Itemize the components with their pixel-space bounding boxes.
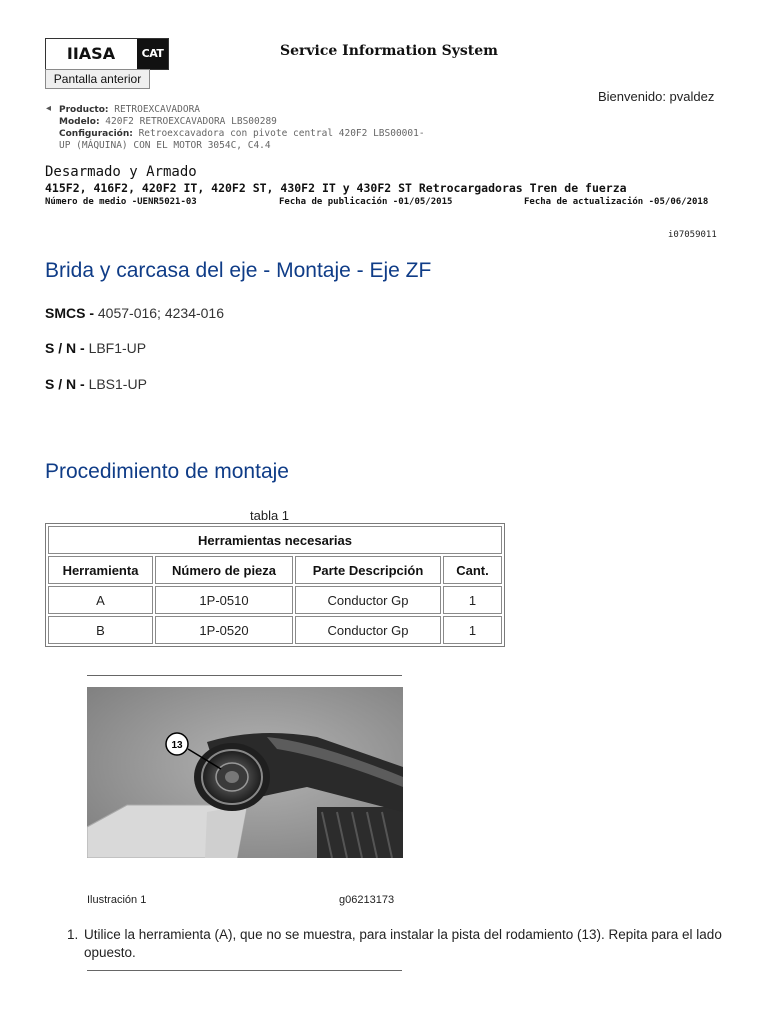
publication-date: Fecha de publicación -01/05/2015: [279, 197, 453, 207]
table-row: [48, 586, 502, 614]
table-cell: 1: [443, 586, 502, 614]
table-cell: A: [48, 586, 153, 614]
smcs-line: SMCS - 4057-016; 4234-016: [45, 305, 224, 321]
producto-label: Producto:: [59, 105, 109, 115]
table-caption: tabla 1: [250, 508, 290, 523]
illustration-image: [87, 687, 403, 858]
figure-id: g06213173: [339, 894, 395, 906]
table-cell: B: [48, 616, 153, 644]
page-title: Brida y carcasa del eje - Montaje - Eje ZF: [45, 259, 432, 282]
config-label: Configuración:: [59, 129, 133, 139]
table-cell: Conductor Gp: [295, 616, 441, 644]
table-cell: 1P-0510: [155, 586, 293, 614]
update-date: Fecha de actualización -05/06/2018: [524, 197, 709, 207]
table-cell: Conductor Gp: [295, 586, 441, 614]
section-heading: Desarmado y Armado: [45, 164, 197, 180]
config-value: Retroexcavadora con pivote central 420F2 LBS00001-: [138, 128, 425, 139]
table-header: Número de pieza: [155, 556, 293, 584]
tools-table: [45, 523, 505, 647]
table-cell: 1: [443, 616, 502, 644]
media-number: Número de medio -UENR5021-03: [45, 197, 197, 207]
modelo-label: Modelo:: [59, 117, 100, 127]
iiasa-logo-text: IIASA: [66, 44, 116, 63]
table-header: Cant.: [443, 556, 502, 584]
iiasa-cat-logo: [45, 38, 169, 70]
table-header: Herramienta: [48, 556, 153, 584]
system-title: Service Information System: [280, 43, 498, 59]
procedure-title: Procedimiento de montaje: [45, 460, 289, 483]
models-line: 415F2, 416F2, 420F2 IT, 420F2 ST, 430F2 IT y 430F2 ST Retrocargadoras Tren de fuerza: [45, 181, 627, 195]
callout-label: 13: [171, 740, 183, 751]
cat-logo: CAT: [137, 39, 168, 69]
divider: [87, 675, 402, 676]
collapse-arrow-icon[interactable]: ◂: [46, 103, 52, 114]
table-cell: 1P-0520: [155, 616, 293, 644]
divider: [87, 970, 402, 971]
figure-caption: Ilustración 1: [87, 894, 147, 906]
table-header: Parte Descripción: [295, 556, 441, 584]
serial-number-line-1: S / N - LBF1-UP: [45, 340, 147, 356]
step-number: 1.: [67, 927, 79, 942]
modelo-value: 420F2 RETROEXCAVADORA LBS00289: [105, 116, 277, 127]
table-row: [48, 616, 502, 644]
producto-value: RETROEXCAVADORA: [114, 104, 201, 115]
welcome-text: Bienvenido: pvaldez: [598, 89, 715, 104]
back-button[interactable]: Pantalla anterior: [45, 69, 150, 89]
product-info: [59, 104, 425, 151]
serial-number-line-2: S / N - LBS1-UP: [45, 376, 147, 392]
step-text: Utilice la herramienta (A), que no se muestra, para instalar la pista del rodamiento (13). Repita para el lado opuesto.: [84, 927, 722, 960]
config-value-continued: UP (MÁQUINA) CON EL MOTOR 3054C, C4.4: [59, 140, 271, 151]
document-id: i07059011: [668, 230, 717, 240]
table-title: Herramientas necesarias: [48, 526, 502, 554]
procedure-step: [67, 926, 747, 962]
